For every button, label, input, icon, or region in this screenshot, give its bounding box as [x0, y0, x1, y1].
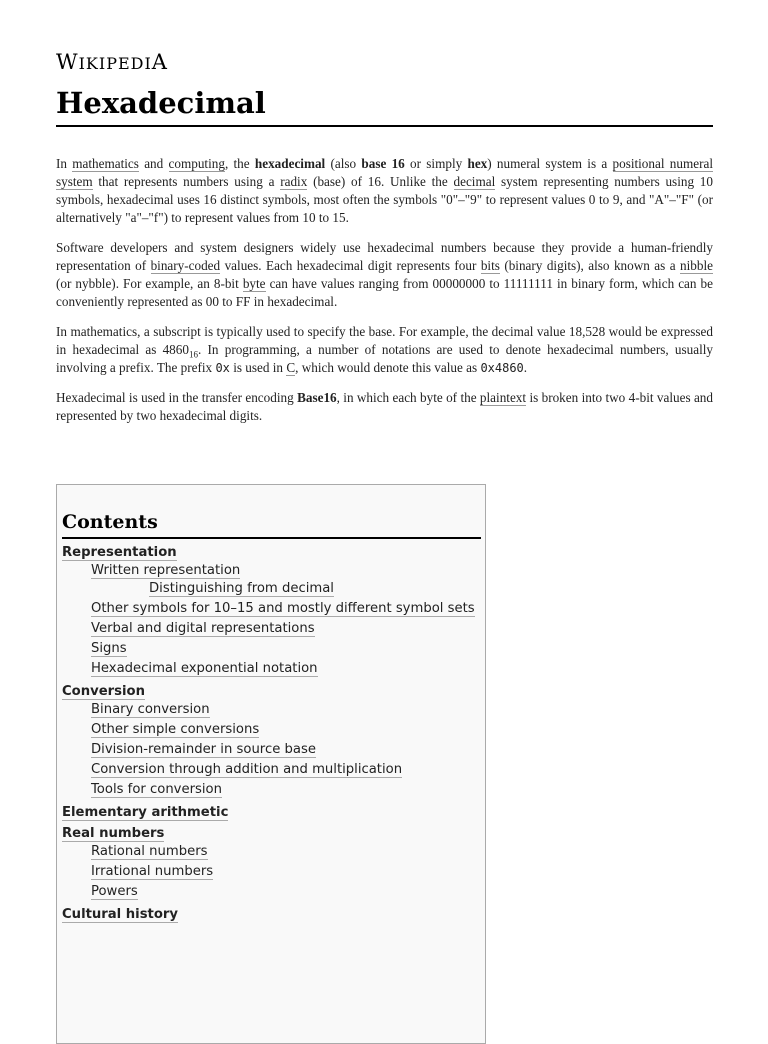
- toc-item-tools[interactable]: [62, 781, 480, 799]
- toc-item-label[interactable]: Other simple conversions: [91, 722, 260, 737]
- link-decimal[interactable]: decimal: [453, 174, 496, 189]
- toc-item-label[interactable]: Verbal and digital representations: [91, 621, 315, 636]
- term-hex: hex: [467, 156, 488, 171]
- term-base16: base 16: [361, 156, 405, 171]
- toc-item-label[interactable]: Conversion through addition and multiplication: [91, 762, 403, 777]
- intro-paragraph-3: [56, 323, 713, 377]
- toc-item-real-numbers[interactable]: [62, 826, 480, 901]
- text: can have values ranging from 00000000 to 11111111 in binary form, which can be conveniently represented as 00 to FF in hexadecimal.: [56, 276, 713, 309]
- table-of-contents: [56, 484, 486, 1044]
- text: (binary digits), also known as a: [499, 258, 681, 273]
- toc-item-representation[interactable]: [62, 545, 480, 678]
- wikipedia-wordmark[interactable]: WIKIPEDIA: [56, 50, 168, 74]
- text: is used in: [229, 360, 287, 375]
- link-computing[interactable]: computing: [168, 156, 225, 171]
- toc-item-signs[interactable]: [62, 640, 480, 658]
- text: ) numeral system is a: [487, 156, 613, 171]
- toc-item-conversion[interactable]: [62, 684, 480, 799]
- term-hexadecimal: hexadecimal: [254, 156, 326, 171]
- toc-item-verbal[interactable]: [62, 620, 480, 638]
- text: Hexadecimal is used in the transfer encoding: [56, 390, 298, 405]
- article-body: [56, 155, 713, 437]
- link-byte[interactable]: byte: [242, 276, 266, 291]
- intro-paragraph-2: [56, 239, 713, 311]
- text: , which would denote this value as: [295, 360, 481, 375]
- toc-item-label[interactable]: Conversion: [62, 684, 145, 699]
- toc-item-label[interactable]: Elementary arithmetic: [62, 805, 229, 820]
- code-example: 0x4860: [480, 361, 524, 375]
- term-base16-encoding: Base16: [297, 390, 337, 405]
- toc-item-addition-multiplication[interactable]: [62, 761, 480, 779]
- toc-item-label[interactable]: Division-remainder in source base: [91, 742, 316, 757]
- subscript-base: 16: [188, 349, 198, 360]
- toc-item-label[interactable]: Representation: [62, 545, 177, 560]
- text: In: [56, 156, 73, 171]
- link-radix[interactable]: radix: [280, 174, 308, 189]
- toc-item-cultural-history[interactable]: [62, 907, 480, 922]
- text: , the: [224, 156, 255, 171]
- intro-paragraph-4: [56, 389, 713, 425]
- page-title: Hexadecimal: [56, 86, 266, 120]
- text: is broken into two 4-bit values and represented by two hexadecimal digits.: [56, 390, 713, 423]
- text: (base) of 16. Unlike the: [307, 174, 454, 189]
- text: values. Each hexadecimal digit represents four: [220, 258, 481, 273]
- text: (also: [325, 156, 362, 171]
- text: Software developers and system designers widely use hexadecimal numbers because they provide a human-friendly representation of: [56, 240, 713, 273]
- toc-item-label[interactable]: Irrational numbers: [91, 864, 214, 879]
- toc-item-label[interactable]: Hexadecimal exponential notation: [91, 661, 318, 676]
- link-mathematics[interactable]: mathematics: [72, 156, 139, 171]
- toc-item-label[interactable]: Signs: [91, 641, 127, 656]
- toc-item-label[interactable]: Tools for conversion: [91, 782, 222, 797]
- text: .: [523, 360, 528, 375]
- toc-item-label[interactable]: Binary conversion: [91, 702, 210, 717]
- link-nibble[interactable]: nibble: [680, 258, 713, 273]
- text: In mathematics, a subscript is typically used to specify the base. For example, the decimal value 18,528 would be expressed in hexadecimal as 4860: [56, 324, 713, 357]
- toc-item-other-simple[interactable]: [62, 721, 480, 739]
- text: system representing numbers using 10 symbols, hexadecimal uses 16 distinct symbols, most often the symbols "0"–"9" to represent values 0 to 9, and "A"–"F" (or alternatively "a"–"f") to represent values from 10 to 15.: [56, 174, 713, 225]
- toc-list: [62, 545, 480, 922]
- toc-item-label[interactable]: Rational numbers: [91, 844, 208, 859]
- text: or simply: [404, 156, 468, 171]
- link-positional-numeral-system[interactable]: positional numeral system: [56, 156, 713, 189]
- toc-item-label[interactable]: Distinguishing from decimal: [149, 581, 334, 596]
- toc-item-distinguishing[interactable]: [91, 580, 480, 598]
- text: . In programming, a number of notations are used to denote hexadecimal numbers, usually involving a prefix. The prefix: [56, 342, 713, 375]
- toc-item-rational[interactable]: [62, 843, 480, 861]
- link-c-language[interactable]: C: [286, 360, 296, 375]
- toc-item-label[interactable]: Cultural history: [62, 907, 179, 922]
- toc-item-label[interactable]: Powers: [91, 884, 138, 899]
- title-divider: [56, 125, 713, 127]
- toc-item-binary-conversion[interactable]: [62, 701, 480, 719]
- intro-paragraph-1: [56, 155, 713, 227]
- link-binary-coded[interactable]: binary-coded: [150, 258, 221, 273]
- toc-item-elementary-arithmetic[interactable]: [62, 805, 480, 820]
- toc-item-irrational[interactable]: [62, 863, 480, 881]
- text: , in which each byte of the: [336, 390, 480, 405]
- toc-item-label[interactable]: Written representation: [91, 563, 241, 578]
- link-plaintext[interactable]: plaintext: [479, 390, 527, 405]
- toc-item-label[interactable]: Other symbols for 10–15 and mostly different symbol sets: [91, 601, 475, 616]
- toc-item-powers[interactable]: [62, 883, 480, 901]
- text: that represents numbers using a: [92, 174, 281, 189]
- toc-item-label[interactable]: Real numbers: [62, 826, 165, 841]
- code-prefix: 0x: [215, 361, 230, 375]
- link-bits[interactable]: bits: [480, 258, 500, 273]
- toc-item-other-symbols[interactable]: [62, 600, 480, 618]
- toc-item-written-representation[interactable]: [62, 562, 480, 598]
- toc-item-division-remainder[interactable]: [62, 741, 480, 759]
- toc-title: Contents: [62, 511, 481, 539]
- text: (or nybble). For example, an 8-bit: [56, 276, 243, 291]
- toc-item-exponential[interactable]: [62, 660, 480, 678]
- text: and: [138, 156, 169, 171]
